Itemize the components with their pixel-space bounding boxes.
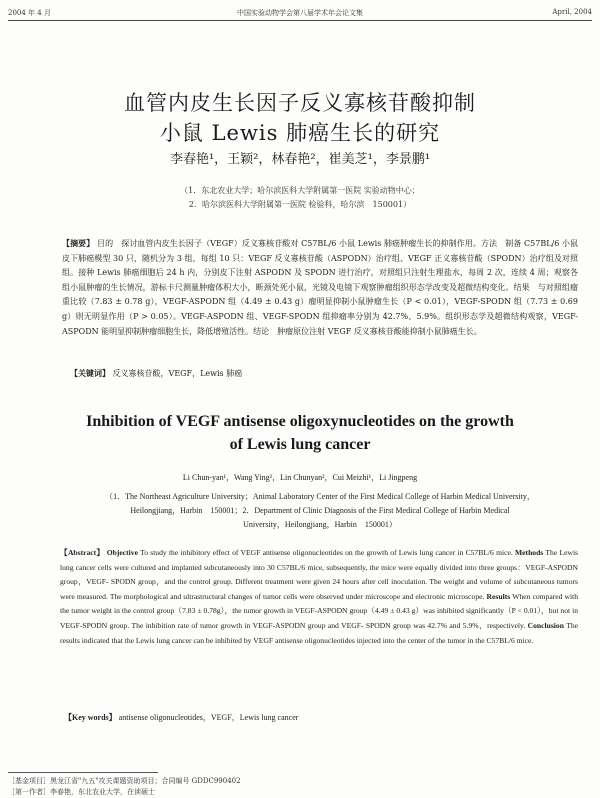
title-english-line2: of Lewis lung cancer	[229, 436, 371, 453]
header-date: 2004 年 4 月	[8, 9, 51, 17]
abstract-chinese	[62, 236, 578, 339]
authors-chinese: 李春艳¹，王颖²，林春艳²，崔美芝¹，李景鹏¹	[169, 152, 431, 167]
header-journal: 中国实验动物学会第八届学术年会论文集	[237, 9, 363, 17]
methods-text: The Lewis lung cancer cells were cultured and implanted subcutaneously into 30 C57BL/6 mice, subsequently, the mice were equally divided into three groups：VEGF-ASPODN group，VEGF- SPODN group，and the control group. Different treatment were given 24 hours after cell inoculation. The weight and volume of subcutaneous tumors were measured. The morphological and ultrastructural changes of tumor cells were observed under microscope and electronic microscope.	[60, 548, 579, 601]
title-chinese-line1: 血管内皮生长因子反义寡核苷酸抑制	[124, 91, 476, 115]
affiliation-en-line1: （1．The Northeast Agriculture University；Animal Laboratory Center of the First Medical College of Harbin Medical University，	[105, 492, 535, 501]
affiliation-cn-line2: 2．哈尔滨医科大学附属第一医院 检验科，哈尔滨 150001）	[188, 200, 412, 209]
keywords-en-label: 【Key words】	[64, 713, 117, 722]
objective-text: To study the inhibitory effect of VEGF antisense oligonucleotides on the growth of Lewis lung cancer in C57BL/6 mice.	[140, 548, 513, 557]
keywords-en-text: antisense oligonucleotides，VEGF，Lewis lung cancer	[118, 713, 299, 722]
title-chinese-line2: 小鼠 Lewis 肺癌生长的研究	[159, 121, 441, 145]
abstract-cn-text: 目的 探讨血管内皮生长因子（VEGF）反义寡核苷酸对 C57BL/6 小鼠 Lewis 肺癌肿瘤生长的抑制作用。方法 制备 C57BL/6 小鼠皮下肺癌模型 30 只，随机分为 3 组，每组 10 只：VEGF 反义寡核苷酸（ASPODN）治疗组、VEGF 正义寡核苷酸（SPODN）治疗组及对照组。接种 Lewis 肺癌细胞后 24 h 内，分别皮下注射 ASPODN 及 SPODN 进行治疗，对照组只注射生理盐水，每周 2 次，连续 4 周；观察各组小鼠肿瘤的生长情况，游标卡尺测量肿瘤体积大小，断颈处死小鼠，光镜及电镜下观察肿瘤组织形态学改变及超微结构变化。结果 与对照组瘤重比较（7.83 ± 0.78 g），VEGF-ASPODN 组（4.49 ± 0.43 g）瘤明显抑制小鼠肿瘤生长（P < 0.01），VEGF-SPODN 组（7.73 ± 0.69 g）则无明显作用（P > 0.05）。VEGF-ASPODN 组、VEGF-SPODN 组抑瘤率分别为 42.7%、5.9%。组织形态学及超微结构观察，VEGF-ASPODN 能明显抑制肿瘤细胞生长，降低增殖活性。结论 肿瘤原位注射 VEGF 反义寡核苷酸能抑制小鼠肺癌生长。	[62, 239, 579, 336]
objective-label: Objective	[106, 548, 138, 557]
title-english	[40, 410, 560, 456]
affiliations-english	[70, 490, 570, 532]
header-date-en: April, 2004	[552, 8, 592, 16]
conclusion-label: Conclusion	[527, 620, 564, 630]
keywords-cn-text: 反义寡核苷酸，VEGF，Lewis 肺癌	[112, 369, 243, 378]
affiliation-en-line3: University，Heilongjiang，Harbin 150001）	[243, 520, 397, 529]
keywords-english	[64, 712, 578, 723]
abstract-en-label: 【Abstract】	[60, 548, 105, 557]
footnote-funding: ［基金项目］黑龙江省"九五"攻关课题资助项目；合同编号 GDDC990402	[8, 777, 241, 785]
affiliation-en-line2: Heilongjiang，Harbin 150001；2．Department of Clinic Diagnosis of the First Medical College of Harbin Medical	[130, 506, 510, 515]
affiliations-chinese	[60, 184, 540, 212]
affiliation-cn-line1: （1．东北农业大学；哈尔滨医科大学附属第一医院 实验动物中心；	[180, 186, 420, 195]
conclusion-text: The results indicated that the Lewis lung cancer can be inhibited by VEGF antisense oligonucleotides injected into the center of the tumor in the C57BL/6 mice.	[60, 620, 578, 645]
authors-english: Li Chun-yan¹，Wang Ying²，Lin Chunyan²，Cui Meizhi¹，Li Jingpeng	[182, 473, 418, 482]
title-english-line1: Inhibition of VEGF antisense oligoxynucleotides on the growth	[86, 413, 514, 430]
running-header	[8, 6, 592, 21]
footnote-divider	[8, 772, 158, 773]
results-text: When compared with the tumor weight in the control group（7.83 ± 0.78g），the tumor growth in VEGF-ASPODN group（4.49 ± 0.43 g）was inhibited significantly（P < 0.01），but not in VEGF-SPODN group. The inhibition rate of tumor growth in VEGF-ASPODN group and VEGF- SPODN group was 42.7% and 5.9%，respectively.	[60, 591, 579, 630]
footnote-author: ［第一作者］李春艳，东北农业大学，在读硕士	[8, 788, 155, 796]
results-label: Results	[486, 591, 511, 601]
methods-label: Methods	[515, 548, 544, 557]
abstract-english	[60, 546, 578, 648]
title-chinese	[40, 88, 560, 148]
abstract-cn-label: 【摘要】	[62, 238, 95, 248]
footnote	[8, 776, 560, 798]
keywords-cn-label: 【关键词】	[70, 368, 110, 378]
keywords-chinese	[70, 368, 578, 379]
